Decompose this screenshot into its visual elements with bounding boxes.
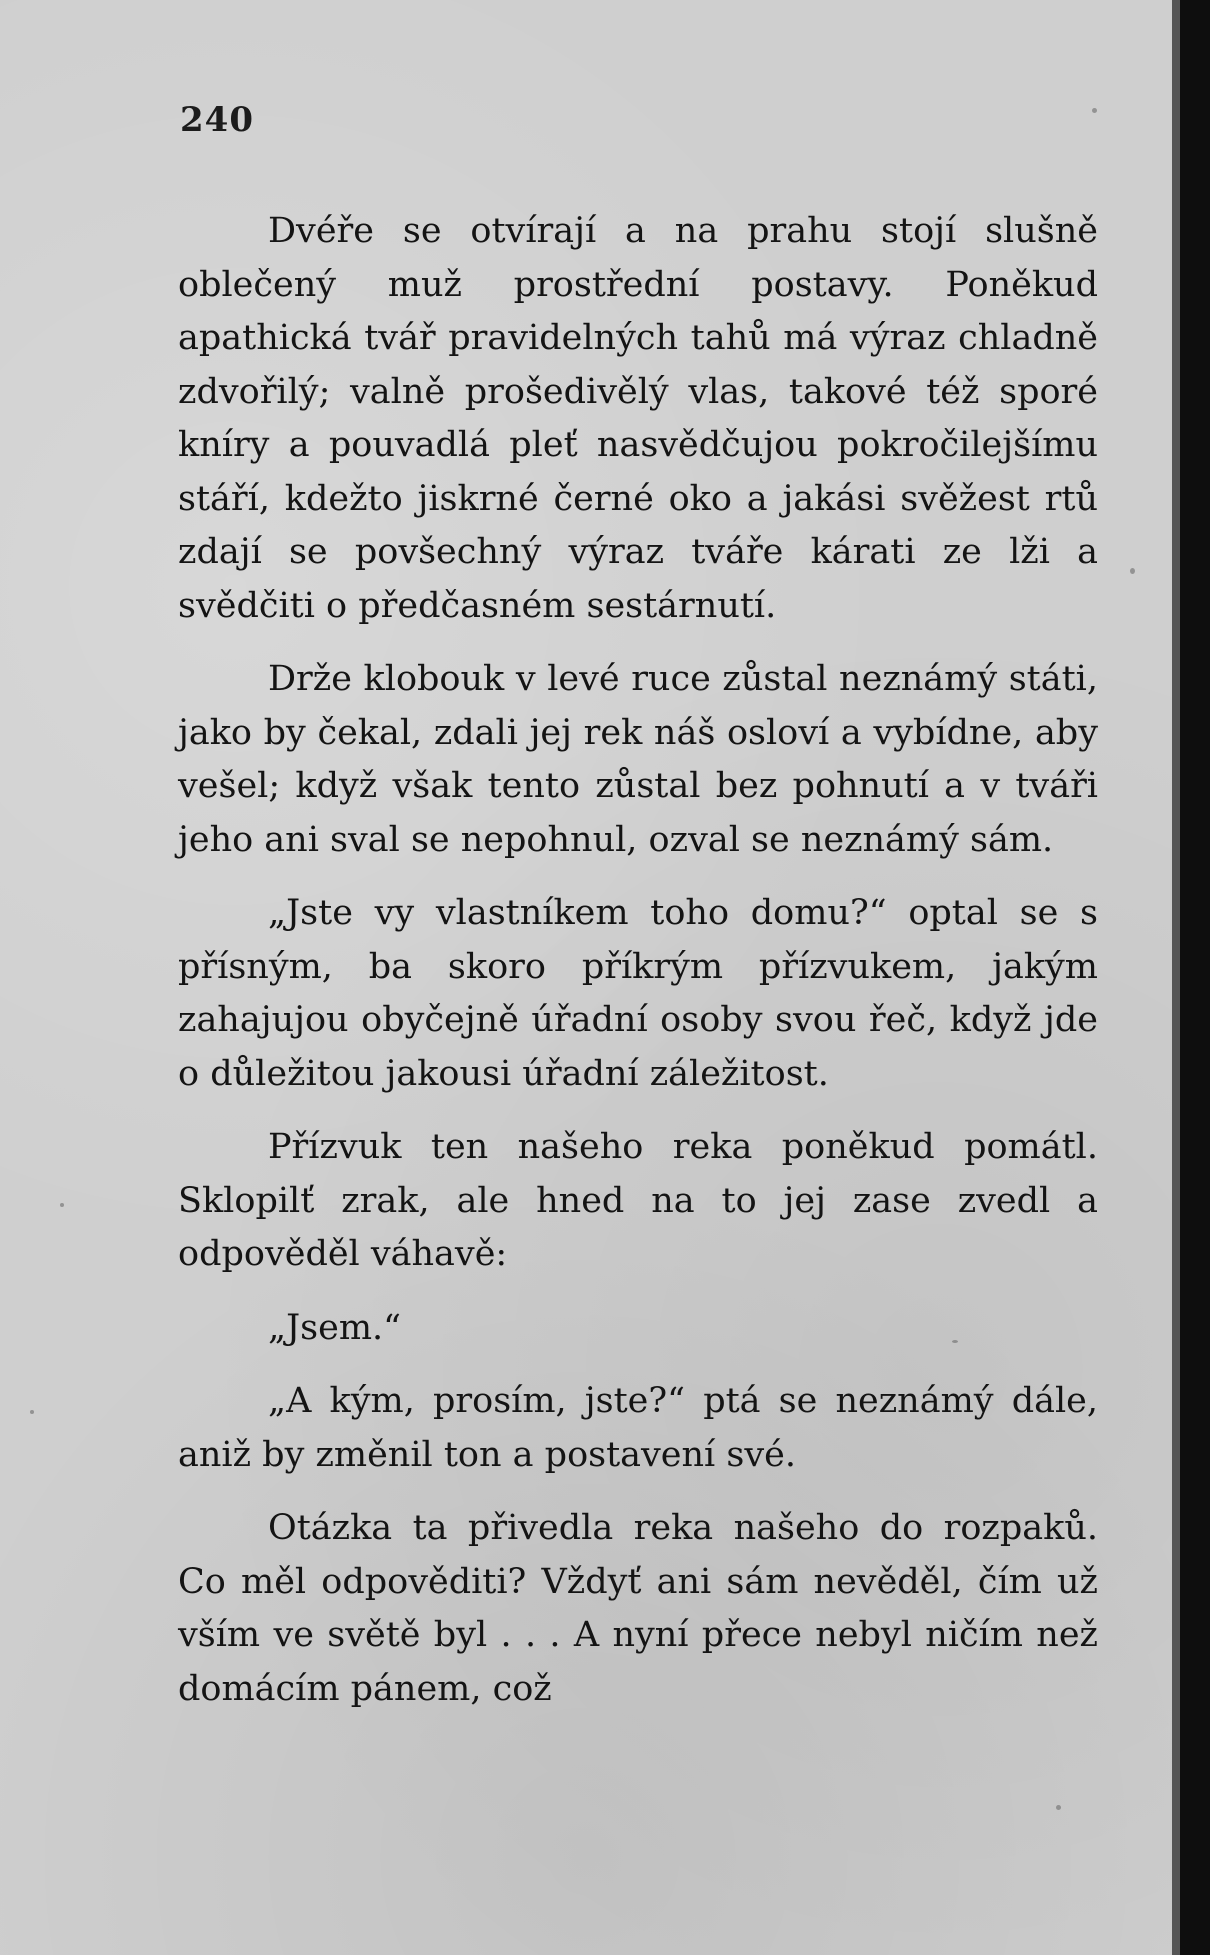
paragraph-4: Přízvuk ten našeho reka poněkud pomátl. Sklopilť zrak, ale hned na to jej zase zvedl a odpověděl váhavě: xyxy=(178,1127,1098,1274)
paragraph-3: „Jste vy vlastníkem toho domu?“ optal se s přísným, ba skoro příkrým přízvukem, jakým zahajujou obyčejně úřadní osoby svou řeč, když jde o důležitou jakousi úřadní záležitost. xyxy=(178,893,1098,1094)
paper-speck xyxy=(1056,1805,1061,1810)
body-text xyxy=(178,205,1098,1716)
scan-edge-shadow xyxy=(1172,0,1210,1955)
paper-speck xyxy=(1092,108,1097,113)
paper-speck xyxy=(952,1340,958,1343)
paragraph-7: Otázka ta přivedla reka našeho do rozpaků. Co měl odpověditi? Vždyť ani sám nevěděl, čím už vším ve světě byl . . . A nyní přece nebyl ničím než domácím pánem, což xyxy=(178,1508,1098,1709)
paragraph-2: Drže klobouk v levé ruce zůstal neznámý státi, jako by čekal, zdali jej rek náš osloví a vybídne, aby vešel; když však tento zůstal bez pohnutí a v tváři jeho ani sval se nepohnul, ozval se neznámý sám. xyxy=(178,659,1098,860)
paper-speck xyxy=(60,1203,64,1207)
paragraph-5: „Jsem.“ xyxy=(268,1307,402,1348)
paragraph-6: „A kým, prosím, jste?“ ptá se neznámý dále, aniž by změnil ton a postavení své. xyxy=(178,1381,1098,1475)
page-number: 240 xyxy=(180,100,254,140)
paragraph-1: Dvéře se otvírají a na prahu stojí slušně oblečený muž prostřední postavy. Poněkud apathická tvář pravidelných tahů má výraz chladně zdvořilý; valně prošedivělý vlas, takové též sporé kníry a pouvadlá pleť nasvědčujou pokročilejšímu stáří, kdežto jiskrné černé oko a jakási svěžest rtů zdají se povšechný výraz tváře kárati ze lži a svědčiti o předčasném sestárnutí. xyxy=(178,211,1098,626)
paper-speck xyxy=(30,1410,34,1414)
paper-speck xyxy=(1130,568,1135,574)
